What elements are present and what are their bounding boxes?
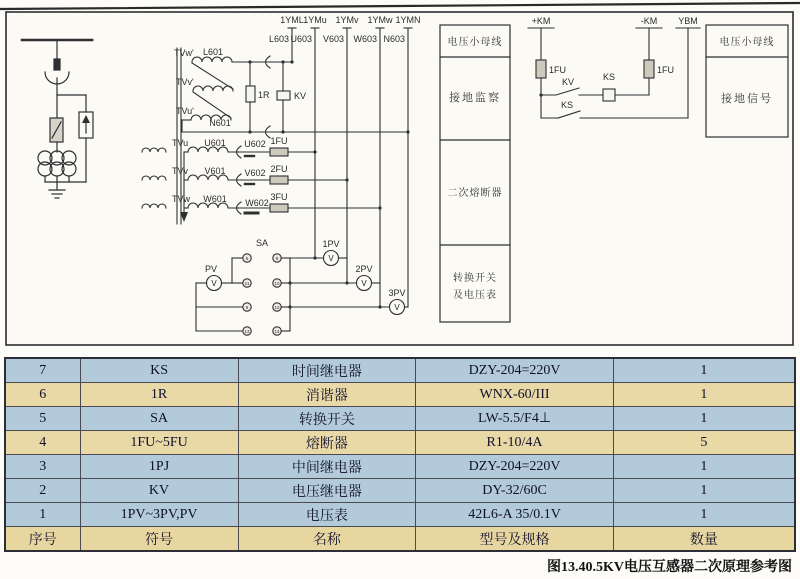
- cell-name: 转换开关: [238, 407, 416, 431]
- cell-model: R1-10/4A: [416, 431, 614, 455]
- contact-label-ks: KS: [560, 100, 574, 110]
- ks-coil: [603, 89, 615, 101]
- cell-name: 熔断器: [238, 431, 416, 455]
- cell-no: 5: [5, 407, 80, 431]
- fuse-2fu: [270, 176, 288, 184]
- cell-qty: 1: [613, 479, 795, 503]
- winding-label-tvw2: TVw': [174, 48, 194, 58]
- sa-contact-number: 12: [274, 305, 280, 310]
- bus-label-1ymu: 1YMu: [303, 15, 327, 25]
- box2-section-voltage-bus: 电压小母线: [719, 37, 775, 48]
- cell-name: 电压表: [238, 503, 416, 527]
- cell-qty: 1: [613, 503, 795, 527]
- table-row: [5, 383, 795, 407]
- cell-qty: 1: [613, 407, 795, 431]
- cell-model: DZY-204=220V: [416, 455, 614, 479]
- meter-glyph: V: [211, 279, 217, 288]
- terminal-label-km-plus: +KM: [531, 16, 551, 26]
- cell-symbol: 1PV~3PV,PV: [80, 503, 238, 527]
- box1-section-ground-monitor: 接地监察: [449, 92, 501, 104]
- wire-label-n601: N601: [209, 118, 231, 128]
- cell-no: 4: [5, 431, 80, 455]
- cell-name: 中间继电器: [238, 455, 416, 479]
- bus-label-1ymv: 1YMv: [335, 15, 359, 25]
- cell-qty: 1: [613, 358, 795, 383]
- bus-label-1ymn: 1YMN: [395, 15, 421, 25]
- header-name: 名称: [238, 527, 416, 552]
- wire-label-v602: V602: [244, 168, 266, 178]
- meter-glyph: V: [394, 303, 400, 312]
- bus-label-1ymw: 1YMw: [367, 15, 393, 25]
- cell-symbol: SA: [80, 407, 238, 431]
- box2-section-ground-signal: 接地信号: [721, 93, 773, 105]
- meter-label-1pv: 1PV: [322, 239, 340, 249]
- table-row: [5, 358, 795, 383]
- table-row: [5, 431, 795, 455]
- table-row: [5, 407, 795, 431]
- sa-contact-number: 13: [244, 329, 250, 334]
- fuse-3fu: [270, 204, 288, 212]
- meter-label-3pv: 3PV: [388, 288, 406, 298]
- cell-qty: 5: [613, 431, 795, 455]
- figure-caption: 图13.40.5KV电压互感器二次原理参考图: [547, 560, 792, 575]
- drawout-contact-pin: [54, 59, 60, 70]
- sa-contact-number: 8: [275, 256, 279, 261]
- cell-no: 7: [5, 358, 80, 383]
- table-row: [5, 503, 795, 527]
- cell-model: LW-5.5/F4⊥: [416, 407, 614, 431]
- sa-contact-number: 11: [244, 281, 250, 286]
- fuse-label-3fu: 3FU: [270, 192, 288, 202]
- cell-model: WNX-60/III: [416, 383, 614, 407]
- cell-model: 42L6-A 35/0.1V: [416, 503, 614, 527]
- fuse-1fu: [270, 148, 288, 156]
- component-table-wrap: [4, 357, 796, 552]
- wire-label-l601: L601: [202, 47, 224, 57]
- meter-glyph: V: [361, 279, 367, 288]
- signal-fuse-right: [644, 60, 654, 78]
- box1-section-transfer-switch: 转换开关: [453, 273, 497, 284]
- winding-label-tvv: TVv: [172, 166, 189, 176]
- sa-contact-number: 5: [245, 256, 249, 261]
- header-no: 序号: [5, 527, 80, 552]
- cell-symbol: 1PJ: [80, 455, 238, 479]
- cell-symbol: KS: [80, 358, 238, 383]
- sa-contact-number: 14: [274, 329, 280, 334]
- cell-symbol: 1R: [80, 383, 238, 407]
- cell-no: 3: [5, 455, 80, 479]
- contact-label-kv: KV: [561, 77, 575, 87]
- cell-name: 消谐器: [238, 383, 416, 407]
- terminal-label-km-minus: -KM: [640, 16, 658, 26]
- table-row: [5, 455, 795, 479]
- sa-contact-number: 9: [245, 305, 249, 310]
- winding-label-tvu2: TVu': [176, 106, 194, 116]
- cell-no: 2: [5, 479, 80, 503]
- wire-label-v601: V601: [204, 166, 226, 176]
- cell-no: 6: [5, 383, 80, 407]
- header-symbol: 符号: [80, 527, 238, 552]
- relay-label-kv: KV: [294, 91, 307, 101]
- resistor-label-1r: 1R: [258, 90, 270, 100]
- sa-contact-number: 10: [274, 281, 280, 286]
- meter-label-2pv: 2PV: [355, 264, 373, 274]
- cell-model: DY-32/60C: [416, 479, 614, 503]
- winding-label-tvu: TVu: [172, 138, 189, 148]
- meter-glyph: V: [328, 254, 334, 263]
- bus-label-1yml: 1YML: [280, 15, 304, 25]
- table-header-row: [5, 527, 795, 552]
- winding-label-tvw: TVw: [172, 194, 190, 204]
- coil-label-ks: KS: [602, 72, 616, 82]
- scan-edge-line: [0, 3, 800, 9]
- box1-section-secondary-fuse: 二次熔断器: [447, 188, 503, 199]
- fuse-label-signal-right: 1FU: [657, 65, 675, 75]
- component-table: [4, 357, 796, 552]
- cell-model: DZY-204=220V: [416, 358, 614, 383]
- cell-symbol: KV: [80, 479, 238, 503]
- cell-symbol: 1FU~5FU: [80, 431, 238, 455]
- cell-qty: 1: [613, 383, 795, 407]
- signal-fuse-left: [536, 60, 546, 78]
- box1-section-voltage-bus: 电压小母线: [447, 37, 503, 48]
- winding-label-tvv2: TVv': [176, 77, 194, 87]
- fuse-label-1fu: 1FU: [270, 136, 288, 146]
- wire-label-u603: U603: [290, 34, 312, 44]
- wire-label-u602: U602: [244, 139, 266, 149]
- fuse-label-2fu: 2FU: [270, 164, 288, 174]
- wire-label-l603: L603: [268, 34, 289, 44]
- cell-name: 时间继电器: [238, 358, 416, 383]
- terminal-label-ybm: YBM: [678, 16, 698, 26]
- wire-label-u601: U601: [204, 138, 226, 148]
- meter-label-pv: PV: [204, 264, 218, 274]
- wire-label-w602: W602: [245, 198, 269, 208]
- header-model: 型号及规格: [416, 527, 614, 552]
- box1-section-voltmeter: 及电压表: [453, 290, 497, 301]
- cell-no: 1: [5, 503, 80, 527]
- wire-label-w603: W603: [353, 34, 377, 44]
- switch-label-sa: SA: [255, 238, 269, 248]
- wire-label-v603: V603: [322, 34, 344, 44]
- table-row: [5, 479, 795, 503]
- fuse-label-signal-left: 1FU: [549, 65, 567, 75]
- wire-label-w601: W601: [203, 194, 227, 204]
- cell-name: 电压继电器: [238, 479, 416, 503]
- wire-label-n603: N603: [383, 34, 405, 44]
- header-qty: 数量: [613, 527, 795, 552]
- cell-qty: 1: [613, 455, 795, 479]
